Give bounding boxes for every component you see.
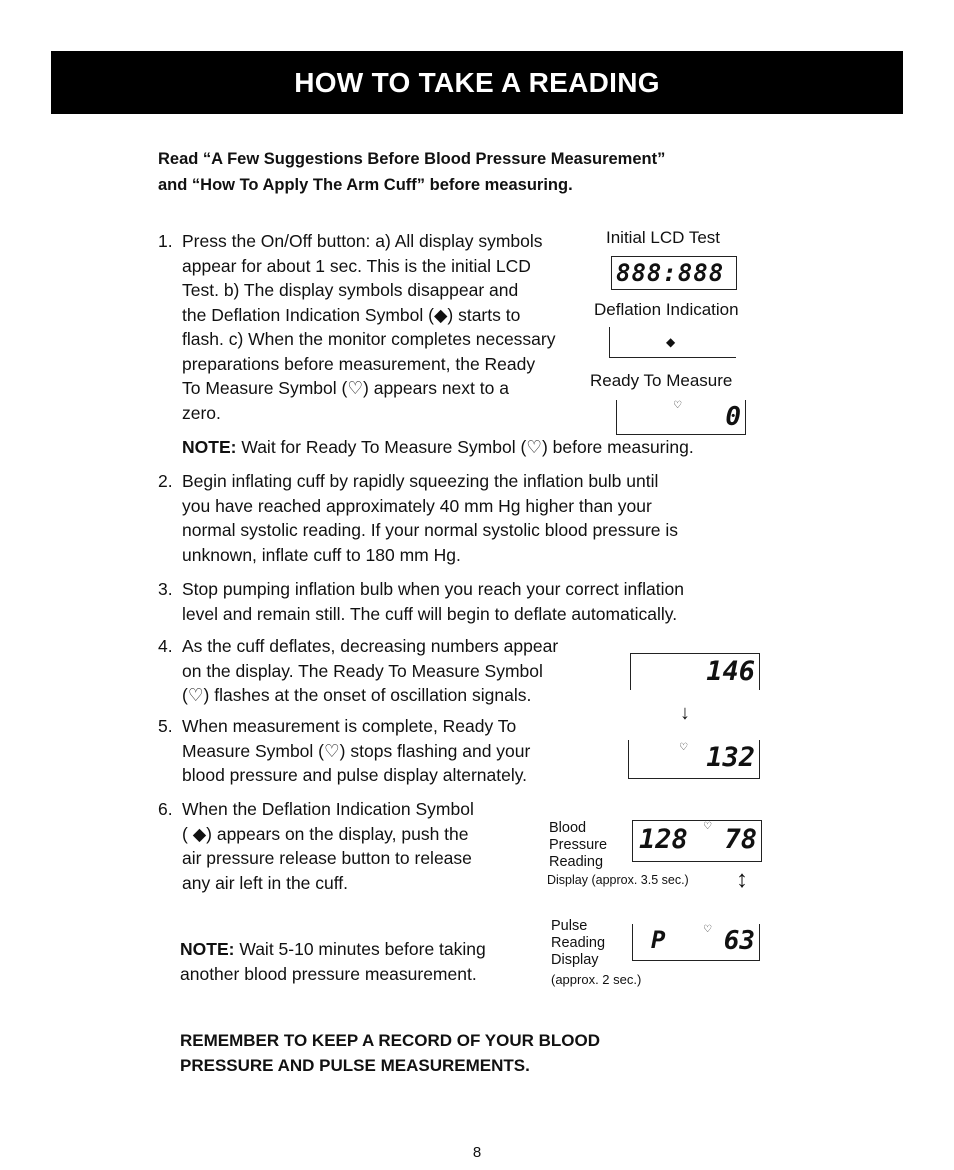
step-4-line: on the display. The Ready To Measure Symbol (182, 660, 543, 681)
step-1-line: the Deflation Indication Symbol (◆) starts to (182, 304, 521, 325)
display-132 (628, 740, 760, 779)
arrow-down-icon: ↓ (680, 702, 690, 724)
step-6-line: When the Deflation Indication Symbol (182, 799, 474, 819)
pulse-duration: (approx. 2 sec.) (551, 972, 642, 987)
intro-text (158, 146, 798, 198)
intro-line-2: and “How To Apply The Arm Cuff” before measuring. (158, 176, 573, 194)
page-title (51, 51, 903, 114)
step-3-line: level and remain still. The cuff will begin to deflate automatically. (182, 603, 678, 624)
heart-icon: ♡ (673, 400, 682, 411)
heart-icon: ♡ (703, 924, 712, 935)
step-5-text (182, 714, 602, 788)
step-6-text (182, 797, 542, 895)
deflation-caption: Deflation Indication (594, 300, 739, 319)
step-1-line: Press the On/Off button: a) All display symbols (182, 231, 543, 251)
arrow-up-down-icon: ↕ (736, 866, 748, 893)
pulse-caption-line: Pulse (551, 918, 588, 934)
step-6-line: air pressure release button to release (182, 848, 472, 868)
step-5-number: 5. (158, 716, 173, 736)
display-146 (630, 653, 760, 690)
step-1-line: appear for about 1 sec. This is the initial LCD (182, 255, 531, 276)
heart-icon: ♡ (679, 742, 688, 753)
step-4-line: As the cuff deflates, decreasing numbers appear (182, 636, 559, 656)
step-1-line: Test. b) The display symbols disappear and (182, 280, 519, 300)
remember-line: REMEMBER TO KEEP A RECORD OF YOUR BLOOD (180, 1031, 601, 1050)
display-132-value: 132 (706, 742, 755, 773)
pulse-caption-line: Reading (551, 935, 606, 951)
bp-display (632, 820, 762, 862)
initial-lcd-value: 888:888 (616, 259, 725, 287)
note-1-label: NOTE: (182, 437, 237, 457)
step-2-line: Begin inflating cuff by rapidly squeezing the inflation bulb until (182, 471, 659, 491)
step-2-line: unknown, inflate cuff to 180 mm Hg. (182, 544, 461, 565)
ready-display (616, 400, 746, 435)
note-2 (180, 937, 540, 986)
display-146-value: 146 (706, 656, 755, 687)
pulse-display (632, 924, 760, 961)
step-3-text (182, 577, 782, 626)
step-1-text (182, 229, 602, 425)
step-4-number: 4. (158, 636, 173, 656)
note-1-text: Wait for Ready To Measure Symbol (♡) before measuring. (241, 437, 694, 457)
page-number: 8 (472, 1144, 482, 1161)
initial-lcd-caption: Initial LCD Test (606, 228, 721, 247)
step-4-line: (♡) flashes at the onset of oscillation signals. (182, 685, 532, 705)
bp-caption-line: Pressure (549, 837, 608, 853)
pulse-p-label: P (651, 926, 666, 954)
step-1-number: 1. (158, 231, 173, 251)
step-2-line: you have reached approximately 40 mm Hg higher than your (182, 495, 652, 516)
pulse-value: 63 (723, 926, 755, 956)
page-title-text: HOW TO TAKE A READING (294, 66, 660, 98)
step-1-line: zero. (182, 402, 221, 423)
initial-lcd-display (611, 256, 737, 290)
note-2-label: NOTE: (180, 939, 235, 959)
bp-caption (549, 820, 607, 871)
ready-caption: Ready To Measure (590, 371, 733, 390)
deflation-display (609, 327, 736, 358)
step-2-text (182, 469, 782, 567)
step-6-line: any air left in the cuff. (182, 872, 349, 893)
step-6-number: 6. (158, 799, 173, 819)
bp-caption-line: Blood (549, 820, 587, 836)
note-1 (182, 435, 802, 460)
step-1-line: flash. c) When the monitor completes necessary (182, 329, 556, 349)
step-3-number: 3. (158, 579, 173, 599)
note-2-line: Wait 5-10 minutes before taking (239, 939, 486, 959)
deflation-symbol-icon: ◆ (666, 335, 676, 349)
step-1-line: To Measure Symbol (♡) appears next to a (182, 378, 509, 398)
step-4-text (182, 634, 632, 708)
step-6-line: ( ◆) appears on the display, push the (182, 823, 469, 844)
pulse-caption (551, 918, 605, 969)
step-2-line: normal systolic reading. If your normal systolic blood pressure is (182, 520, 679, 540)
step-3-line: Stop pumping inflation bulb when you reach your correct inflation (182, 579, 684, 599)
step-1-line: preparations before measurement, the Ready (182, 353, 536, 374)
remember-line: PRESSURE AND PULSE MEASUREMENTS. (180, 1056, 530, 1075)
intro-line-1: Read “A Few Suggestions Before Blood Pressure Measurement” (158, 150, 666, 168)
step-5-line: When measurement is complete, Ready To (182, 716, 517, 736)
remember-note (180, 1028, 740, 1078)
heart-icon: ♡ (703, 821, 712, 832)
step-5-line: blood pressure and pulse display alternately. (182, 765, 528, 785)
bp-duration: Display (approx. 3.5 sec.) (547, 873, 689, 887)
pulse-caption-line: Display (551, 952, 599, 968)
note-2-line: another blood pressure measurement. (180, 963, 477, 984)
bp-caption-line: Reading (549, 854, 604, 870)
ready-value: 0 (725, 402, 741, 432)
step-5-line: Measure Symbol (♡) stops flashing and your (182, 740, 531, 761)
bp-diastolic-value: 78 (724, 824, 757, 855)
bp-systolic-value: 128 (639, 824, 688, 855)
step-2-number: 2. (158, 471, 173, 491)
